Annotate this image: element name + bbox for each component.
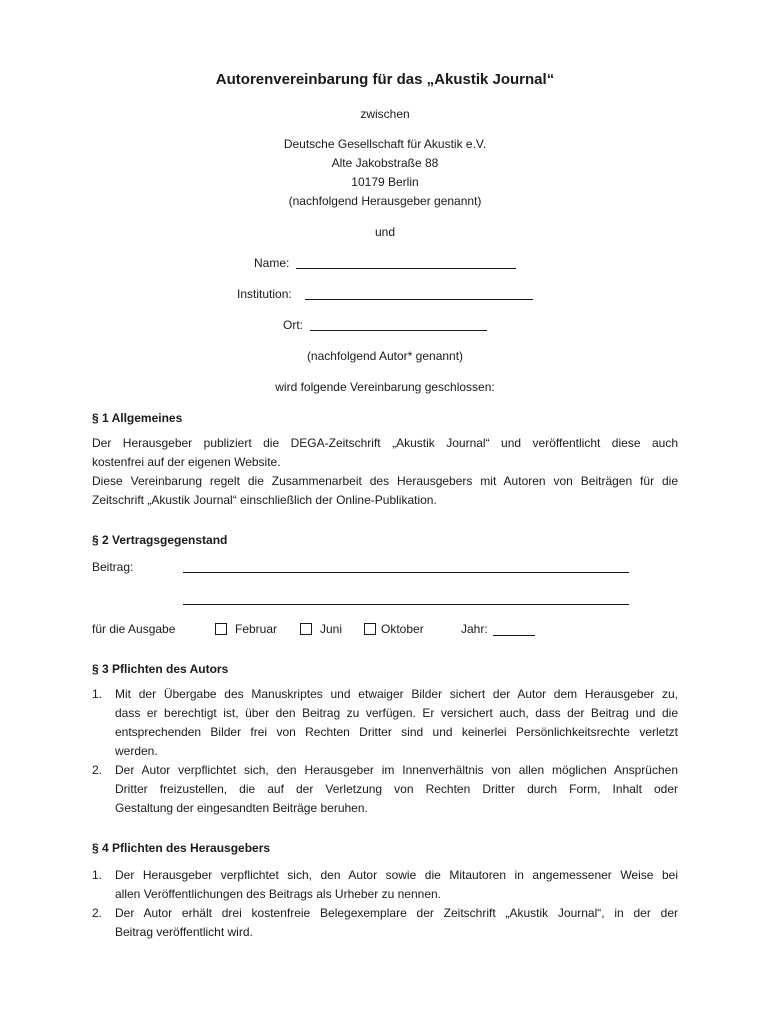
list-item-line: Beitrag veröffentlicht wird. (115, 925, 253, 939)
institution-label: Institution: (237, 287, 292, 301)
list-item (92, 761, 678, 818)
list-item (92, 685, 678, 761)
contribution-field-line-2[interactable] (183, 604, 629, 605)
list-item-line: Der Herausgeber verpflichtet sich, den Autor sowie die Mitautoren in angemessener Weise bei (115, 868, 678, 882)
section1-heading: § 1 Allgemeines (92, 411, 183, 425)
list-item-line: allen Veröffentlichungen des Beitrags als Urheber zu nennen. (115, 887, 441, 901)
list-item-line: Mit der Übergabe des Manuskriptes und etwaiger Bilder sichert der Autor dem Herausgeber zu, (115, 687, 678, 701)
list-item-line: Der Autor verpflichtet sich, den Herausgeber im Innenverhältnis von allen möglichen Ansprüchen (115, 763, 678, 777)
name-label: Name: (254, 256, 290, 270)
list-item-number: 1. (92, 687, 103, 701)
publisher-city: 10179 Berlin (351, 175, 419, 189)
between-text: zwischen (360, 107, 410, 121)
issue-label: für die Ausgabe (92, 622, 176, 636)
section1-text (92, 434, 678, 510)
publisher-name: Deutsche Gesellschaft für Akustik e.V. (283, 137, 487, 151)
section2-heading: § 2 Vertragsgegenstand (92, 533, 228, 547)
june-label: Juni (320, 622, 343, 636)
publisher-street: Alte Jakobstraße 88 (331, 156, 439, 170)
list-item (92, 866, 678, 904)
list-item (92, 904, 678, 942)
list-item-number: 1. (92, 868, 103, 882)
agreement-note: wird folgende Vereinbarung geschlossen: (275, 380, 495, 394)
list-item-number: 2. (92, 906, 103, 920)
place-field-line[interactable] (310, 330, 487, 331)
list-item-line: Gestaltung der eingesandten Beiträge beruhen. (115, 801, 368, 815)
section1-line: kostenfrei auf der eigenen Website. (92, 455, 281, 469)
author-note: (nachfolgend Autor* genannt) (306, 349, 464, 363)
section3-heading: § 3 Pflichten des Autors (92, 662, 229, 676)
contribution-field-line-1[interactable] (183, 572, 629, 573)
list-item-line: dass er berechtigt ist, über den Beitrag zu verfügen. Er versichert auch, dass der Beitrag und die (115, 706, 678, 720)
list-item-line: Der Autor erhält drei kostenfreie Belegexemplare der Zeitschrift „Akustik Journal“, in der der (115, 906, 678, 920)
october-checkbox[interactable] (364, 623, 376, 635)
section4-heading: § 4 Pflichten des Herausgebers (92, 841, 271, 855)
name-field-line[interactable] (296, 268, 516, 269)
section1-line: Der Herausgeber publiziert die DEGA-Zeitschrift „Akustik Journal“ und veröffentlicht diese auch (92, 436, 678, 450)
october-label: Oktober (381, 622, 424, 636)
list-item-line: Dritter freizustellen, die auf der Verletzung von Rechten Dritter durch Form, Inhalt oder (115, 782, 678, 796)
list-item-number: 2. (92, 763, 103, 777)
contribution-label: Beitrag: (92, 560, 134, 574)
list-item-line: entsprechenden Bilder frei von Rechten Dritter sind und keinerlei Persönlichkeitsrechte verletzt (115, 725, 678, 739)
publisher-note: (nachfolgend Herausgeber genannt) (288, 194, 482, 208)
institution-field-line[interactable] (305, 299, 533, 300)
february-label: Februar (235, 622, 278, 636)
section4-list (92, 866, 678, 942)
section1-line: Diese Vereinbarung regelt die Zusammenarbeit des Herausgebers mit Autoren von Beiträgen für die (92, 474, 678, 488)
june-checkbox[interactable] (300, 623, 312, 635)
and-text: und (374, 225, 396, 239)
place-label: Ort: (283, 318, 303, 332)
year-field-line[interactable] (493, 635, 535, 636)
document-title: Autorenvereinbarung für das „Akustik Journal“ (215, 71, 555, 88)
february-checkbox[interactable] (215, 623, 227, 635)
year-label: Jahr: (461, 622, 488, 636)
list-item-line: werden. (115, 744, 158, 758)
section3-list (92, 685, 678, 818)
section1-line: Zeitschrift „Akustik Journal“ einschließlich der Online-Publikation. (92, 493, 437, 507)
